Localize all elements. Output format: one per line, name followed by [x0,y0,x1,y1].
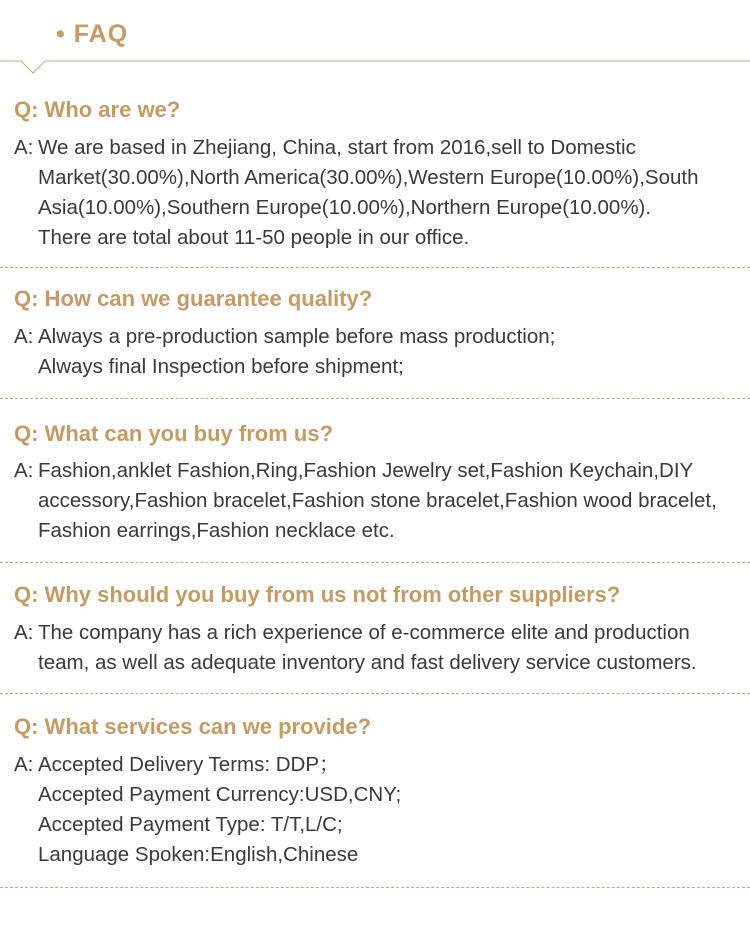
faq-divider [0,398,750,399]
faq-answer-4 [14,618,746,678]
faq-answer-2 [14,322,746,382]
faq-header [0,0,750,75]
faq-question-4: Q: Why should you buy from us not from other suppliers? [14,582,621,607]
faq-divider [0,267,750,268]
faq-divider [0,887,750,888]
answer-line: Market(30.00%),North America(30.00%),Western Europe(10.00%),South [38,166,699,189]
answer-line: Accepted Delivery Terms: DDP； [38,753,340,776]
answer-line: There are total about 11-50 people in our office. [38,226,470,249]
faq-question-2: Q: How can we guarantee quality? [14,286,373,311]
answer-line: Fashion,anklet Fashion,Ring,Fashion Jewelry set,Fashion Keychain,DIY [38,459,694,482]
page-title-text: FAQ [73,20,129,48]
answer-prefix: A: [14,621,34,644]
faq-question-3: Q: What can you buy from us? [14,421,334,446]
faq-divider [0,693,750,694]
answer-line: Accepted Payment Type: T/T,L/C; [38,813,343,836]
answer-prefix: A: [14,136,34,159]
answer-line: team, as well as adequate inventory and fast delivery service customers. [38,651,697,674]
answer-line: Fashion earrings,Fashion necklace etc. [38,519,395,542]
answer-line: Accepted Payment Currency:USD,CNY; [38,783,402,806]
answer-line: accessory,Fashion bracelet,Fashion stone bracelet,Fashion wood bracelet, [38,489,717,512]
faq-divider [0,562,750,563]
faq-answer-1 [14,133,746,253]
page-title [56,18,128,50]
answer-line: Always final Inspection before shipment; [38,355,404,378]
faq-question-5: Q: What services can we provide? [14,714,372,739]
faq-answer-3 [14,456,746,546]
faq-question-1: Q: Who are we? [14,97,181,122]
answer-line: The company has a rich experience of e-commerce elite and production [38,621,690,644]
faq-answer-5 [14,750,746,870]
answer-line: We are based in Zhejiang, China, start from 2016,sell to Domestic [38,136,636,159]
answer-prefix: A: [14,459,34,482]
answer-line: Asia(10.00%),Southern Europe(10.00%),Northern Europe(10.00%). [38,196,652,219]
answer-prefix: A: [14,325,34,348]
bullet-dot-icon: • [56,20,66,48]
answer-prefix: A: [14,753,34,776]
answer-line: Always a pre-production sample before mass production; [38,325,556,348]
answer-line: Language Spoken:English,Chinese [38,843,359,866]
header-divider-with-notch [0,60,750,76]
